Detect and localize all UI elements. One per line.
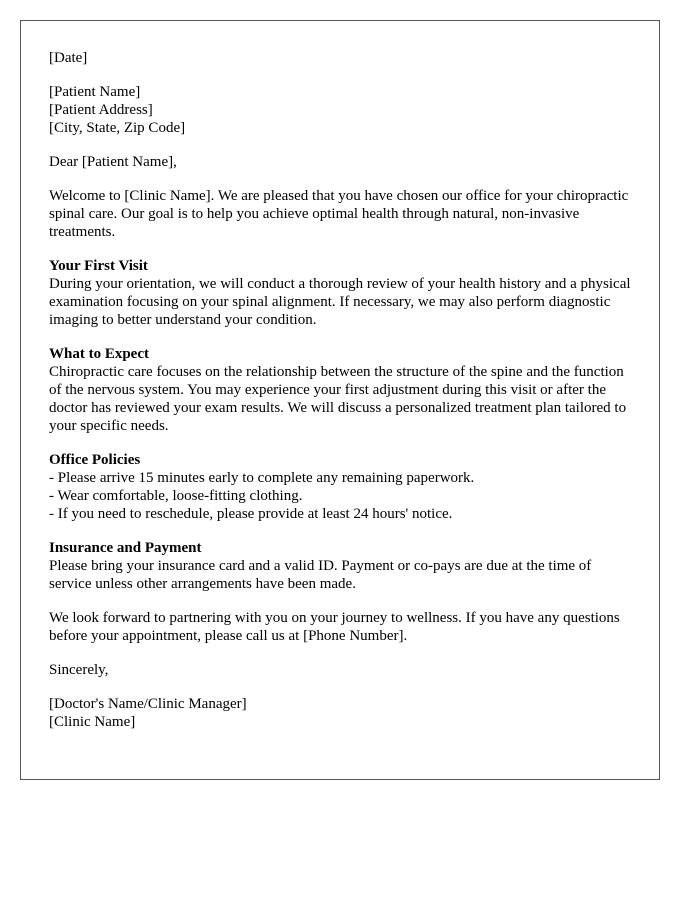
policy-item: - Please arrive 15 minutes early to complete any remaining paperwork. — [49, 470, 475, 486]
recipient-name: [Patient Name] — [49, 84, 141, 100]
section-first-visit — [49, 257, 631, 329]
section-office-policies — [49, 451, 631, 523]
signature-clinic: [Clinic Name] — [49, 714, 136, 730]
date-block — [49, 49, 631, 67]
letter-date: [Date] — [49, 50, 88, 66]
section-body: During your orientation, we will conduct a thorough review of your health history and a physical examination focusing on your spinal alignment. If necessary, we may also perform diagnostic imaging to better understand your condition. — [49, 276, 631, 328]
recipient-city-state-zip: [City, State, Zip Code] — [49, 120, 186, 136]
section-body: Please bring your insurance card and a valid ID. Payment or co-pays are due at the time of service unless other arrangements have been made. — [49, 558, 592, 592]
section-heading: Insurance and Payment — [49, 540, 202, 556]
signature-role: [Doctor's Name/Clinic Manager] — [49, 696, 247, 712]
policy-item: - If you need to reschedule, please provide at least 24 hours' notice. — [49, 506, 453, 522]
section-heading: What to Expect — [49, 346, 149, 362]
section-heading: Your First Visit — [49, 258, 148, 274]
recipient-address — [49, 83, 631, 137]
recipient-street: [Patient Address] — [49, 102, 153, 118]
intro-paragraph: Welcome to [Clinic Name]. We are pleased that you have chosen our office for your chiropractic spinal care. Our goal is to help you achieve optimal health through natural, non-invasive treatments. — [49, 188, 629, 240]
signature-block — [49, 695, 631, 731]
section-insurance-payment — [49, 539, 631, 593]
letter — [20, 20, 660, 780]
signoff: Sincerely, — [49, 662, 109, 678]
section-heading: Office Policies — [49, 452, 141, 468]
salutation: Dear [Patient Name], — [49, 154, 177, 170]
closing-paragraph: We look forward to partnering with you on your journey to wellness. If you have any questions before your appointment, please call us at [Phone Number]. — [49, 610, 620, 644]
section-what-to-expect — [49, 345, 631, 435]
section-body: Chiropractic care focuses on the relationship between the structure of the spine and the function of the nervous system. You may experience your first adjustment during this visit or after the doctor has reviewed your exam results. We will discuss a personalized treatment plan tailored to your specific needs. — [49, 364, 627, 434]
policy-item: - Wear comfortable, loose-fitting clothing. — [49, 488, 303, 504]
